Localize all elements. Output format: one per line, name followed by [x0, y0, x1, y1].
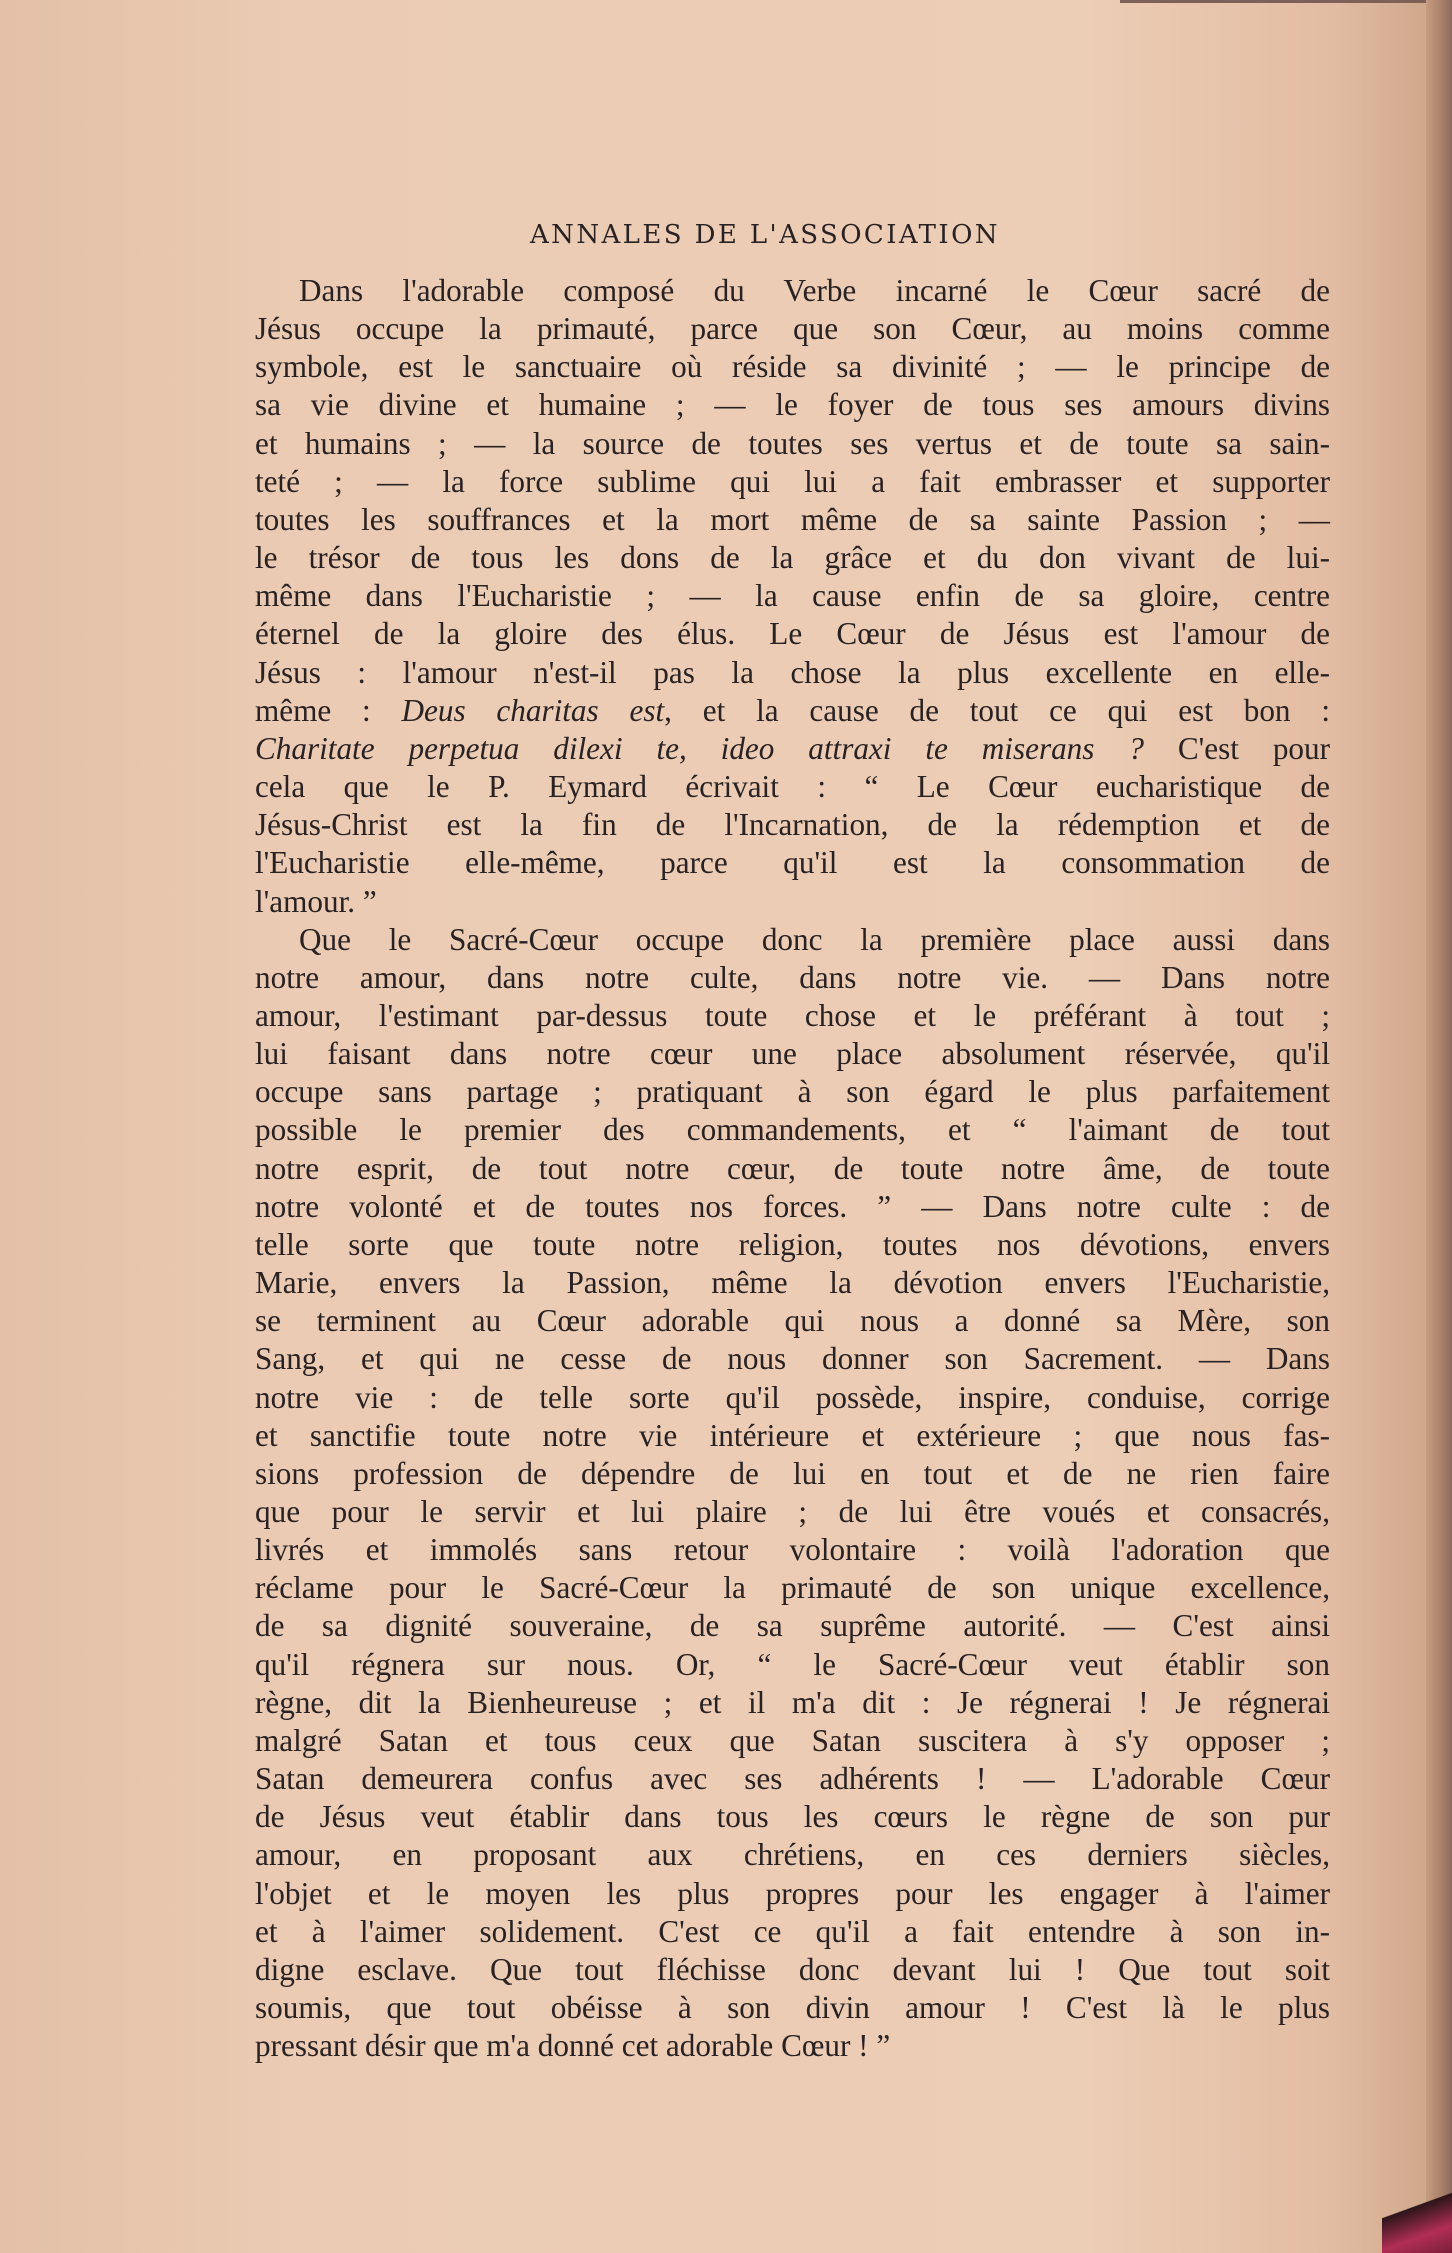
text-run: , et la cause de tout ce qui est bon :: [664, 692, 1331, 728]
text-line-mixed: [255, 730, 1330, 768]
text-line: sa vie divine et humaine ; — le foyer de tous ses amours divins: [255, 387, 1330, 423]
text-line: cela que le P. Eymard écrivait : “ Le Cœur eucharistique de: [255, 769, 1330, 805]
text-line: Dans l'adorable composé du Verbe incarné le Cœur sacré de: [299, 273, 1330, 308]
body-text: [255, 272, 1330, 2065]
text-line: règne, dit la Bienheureuse ; et il m'a dit : Je régnerai ! Je régnerai: [255, 1684, 1330, 1720]
text-line: Jésus : l'amour n'est-il pas la chose la plus excellente en elle-: [255, 654, 1330, 690]
text-line: que pour le servir et lui plaire ; de lui être voués et consacrés,: [255, 1494, 1330, 1529]
text-line: l'amour. ”: [255, 883, 377, 919]
bookmark-ribbon: [1382, 2168, 1452, 2253]
text-line: et sanctifie toute notre vie intérieure et extérieure ; que nous fas-: [255, 1417, 1330, 1453]
text-line: le trésor de tous les dons de la grâce et du don vivant de lui-: [255, 540, 1330, 576]
text-line: Jésus occupe la primauté, parce que son Cœur, au moins comme: [255, 311, 1330, 347]
text-line: l'objet et le moyen les plus propres pour les engager à l'aimer: [255, 1875, 1330, 1911]
text-line: et humains ; — la source de toutes ses vertus et de toute sa sain-: [255, 425, 1330, 461]
text-line: réclame pour le Sacré-Cœur la primauté de son unique excellence,: [255, 1570, 1330, 1606]
text-line: occupe sans partage ; pratiquant à son égard le plus parfaitement: [255, 1074, 1330, 1110]
text-line: et à l'aimer solidement. C'est ce qu'il a fait entendre à son in-: [255, 1913, 1330, 1949]
paragraph-1: [255, 272, 1330, 921]
text-line: notre amour, dans notre culte, dans notre vie. — Dans notre: [255, 959, 1330, 995]
text-line: amour, en proposant aux chrétiens, en ces derniers siècles,: [255, 1837, 1330, 1873]
text-line: notre esprit, de tout notre cœur, de toute notre âme, de toute: [255, 1150, 1330, 1186]
text-line: sions profession de dépendre de lui en tout et de ne rien faire: [255, 1455, 1330, 1491]
text-line: symbole, est le sanctuaire où réside sa divinité ; — le principe de: [255, 349, 1330, 385]
text-line: l'Eucharistie elle-même, parce qu'il est la consommation de: [255, 845, 1330, 881]
paragraph-2: [255, 921, 1330, 2066]
text-line: teté ; — la force sublime qui lui a fait embrasser et supporter: [255, 463, 1330, 499]
text-line: malgré Satan et tous ceux que Satan suscitera à s'y opposer ;: [255, 1722, 1330, 1758]
latin-quote: Deus charitas est: [401, 692, 665, 728]
text-run: C'est pour: [1143, 730, 1330, 766]
text-line: de Jésus veut établir dans tous les cœurs le règne de son pur: [255, 1799, 1330, 1835]
latin-quote: Charitate perpetua dilexi te, ideo attraxi te miserans ?: [255, 730, 1144, 766]
text-line: éternel de la gloire des élus. Le Cœur de Jésus est l'amour de: [255, 616, 1330, 652]
text-line: notre volonté et de toutes nos forces. ” — Dans notre culte : de: [255, 1188, 1330, 1224]
page-top-edge: [1120, 0, 1452, 3]
text-line: de sa dignité souveraine, de sa suprême autorité. — C'est ainsi: [255, 1608, 1330, 1644]
text-line: Satan demeurera confus avec ses adhérents ! — L'adorable Cœur: [255, 1761, 1330, 1797]
text-line: pressant désir que m'a donné cet adorable Cœur ! ”: [255, 2028, 891, 2064]
text-line: se terminent au Cœur adorable qui nous a donné sa Mère, son: [255, 1303, 1330, 1339]
text-line: amour, l'estimant par-dessus toute chose et le préférant à tout ;: [255, 997, 1330, 1033]
text-line: telle sorte que toute notre religion, toutes nos dévotions, envers: [255, 1226, 1330, 1262]
text-line: toutes les souffrances et la mort même de sa sainte Passion ; —: [255, 501, 1330, 537]
text-line-mixed: [255, 692, 1330, 730]
text-line: Jésus-Christ est la fin de l'Incarnation, de la rédemption et de: [255, 807, 1330, 843]
text-line: digne esclave. Que tout fléchisse donc devant lui ! Que tout soit: [255, 1951, 1330, 1987]
text-line: Sang, et qui ne cesse de nous donner son Sacrement. — Dans: [255, 1341, 1330, 1377]
text-line: notre vie : de telle sorte qu'il possède, inspire, conduise, corrige: [255, 1379, 1330, 1415]
page-right-edge: [1426, 0, 1452, 2253]
text-line: même dans l'Eucharistie ; — la cause enfin de sa gloire, centre: [255, 578, 1330, 614]
text-line: lui faisant dans notre cœur une place absolument réservée, qu'il: [255, 1036, 1330, 1072]
text-line: Marie, envers la Passion, même la dévotion envers l'Eucharistie,: [255, 1265, 1330, 1301]
running-head: ANNALES DE L'ASSOCIATION: [530, 220, 1000, 250]
text-line: possible le premier des commandements, et “ l'aimant de tout: [255, 1112, 1330, 1148]
text-line: livrés et immolés sans retour volontaire : voilà l'adoration que: [255, 1532, 1330, 1568]
text-line: Que le Sacré-Cœur occupe donc la première place aussi dans: [299, 921, 1330, 957]
text-line: qu'il régnera sur nous. Or, “ le Sacré-Cœur veut établir son: [255, 1646, 1330, 1682]
text-run: même :: [255, 692, 402, 728]
text-line: soumis, que tout obéisse à son divin amour ! C'est là le plus: [255, 1990, 1330, 2026]
